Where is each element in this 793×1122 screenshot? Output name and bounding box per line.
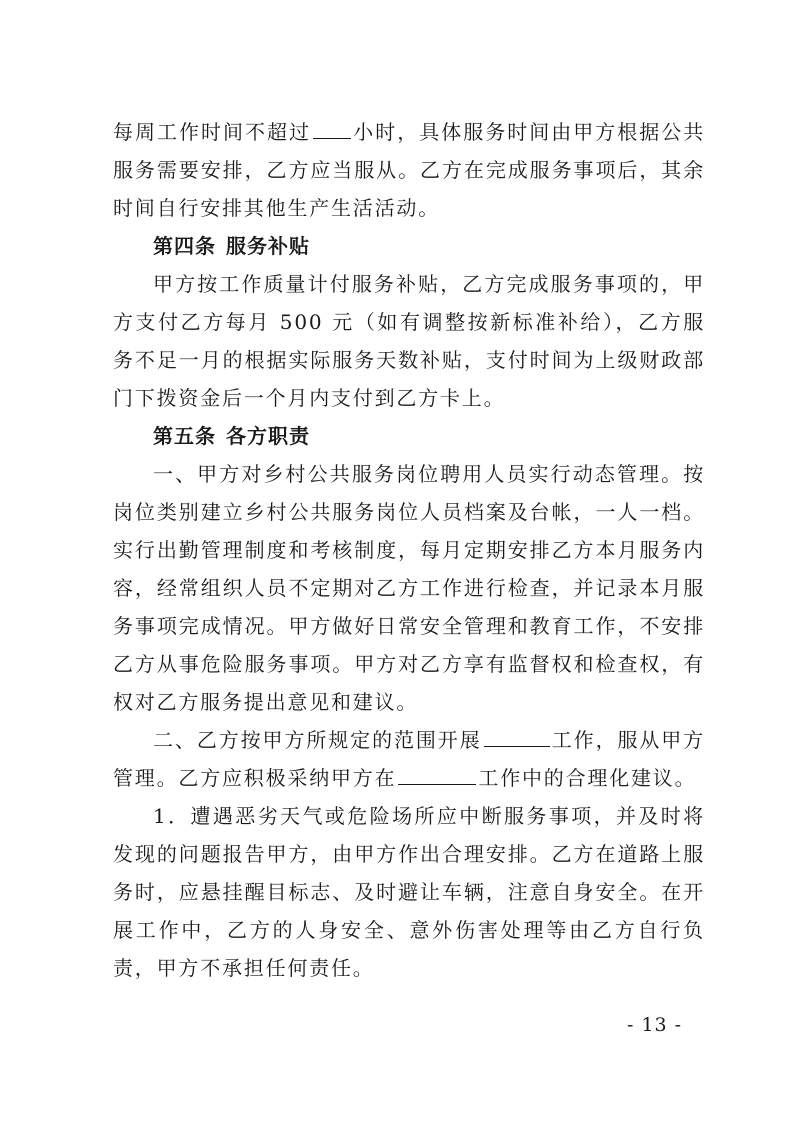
article-4-number: 第四条 [153, 234, 216, 258]
clause-2-text-2: 工作，服从甲方管理。乙方应积极采纳甲方在 [113, 728, 706, 790]
article-5-item-1: 1．遭遇恶劣天气或危险场所应中断服务事项，并及时将发现的问题报告甲方，由甲方作出合理安排。乙方在道路上服务时，应悬挂醒目标志、及时避让车辆，注意自身安全。在开展工作中，乙方的人身安全、意外伤害处理等由乙方自行负责，甲方不承担任何责任。 [113, 804, 705, 980]
article-5-clause-1: 一、甲方对乡村公共服务岗位聘用人员实行动态管理。按岗位类别建立乡村公共服务岗位人员档案及台帐，一人一档。实行出勤管理制度和考核制度，每月定期安排乙方本月服务内容，经常组织人员不定期对乙方工作进行检查，并记录本月服务事项完成情况。甲方做好日常安全管理和教育工作，不安排乙方从事危险服务事项。甲方对乙方享有监督权和检查权，有权对乙方服务提出意见和建议。 [113, 462, 705, 714]
clause-2-text-3: 工作中的合理化建议。 [478, 766, 697, 790]
work-hours-text-before: 每周工作时间不超过 [113, 120, 311, 144]
work-hours-text-after: 小时，具体服务时间由甲方根据公共服务需要安排，乙方应当服从。乙方在完成服务事项后，其余时间自行安排其他生产生活活动。 [113, 120, 705, 220]
page-number: - 13 - [627, 1014, 683, 1036]
article-4-body: 甲方按工作质量计付服务补贴，乙方完成服务事项的，甲方支付乙方每月 500 元（如有调整按新标准补给），乙方服务不足一月的根据实际服务天数补贴，支付时间为上级财政部门下拨资金后一个月内支付到乙方卡上。 [113, 272, 705, 410]
article-4-title: 服务补贴 [226, 234, 310, 258]
article-4-heading [113, 227, 705, 265]
work-scope-blank-field [484, 722, 550, 747]
clause-2-text-1: 二、乙方按甲方所规定的范围开展 [153, 728, 482, 752]
article-5-title: 各方职责 [226, 424, 310, 448]
paragraph-work-hours [113, 113, 705, 227]
article-5-heading [113, 417, 705, 455]
article-5-clause-2 [113, 721, 705, 797]
work-area-blank-field [398, 760, 476, 785]
article-5-number: 第五条 [153, 424, 216, 448]
hours-blank-field [313, 114, 351, 139]
